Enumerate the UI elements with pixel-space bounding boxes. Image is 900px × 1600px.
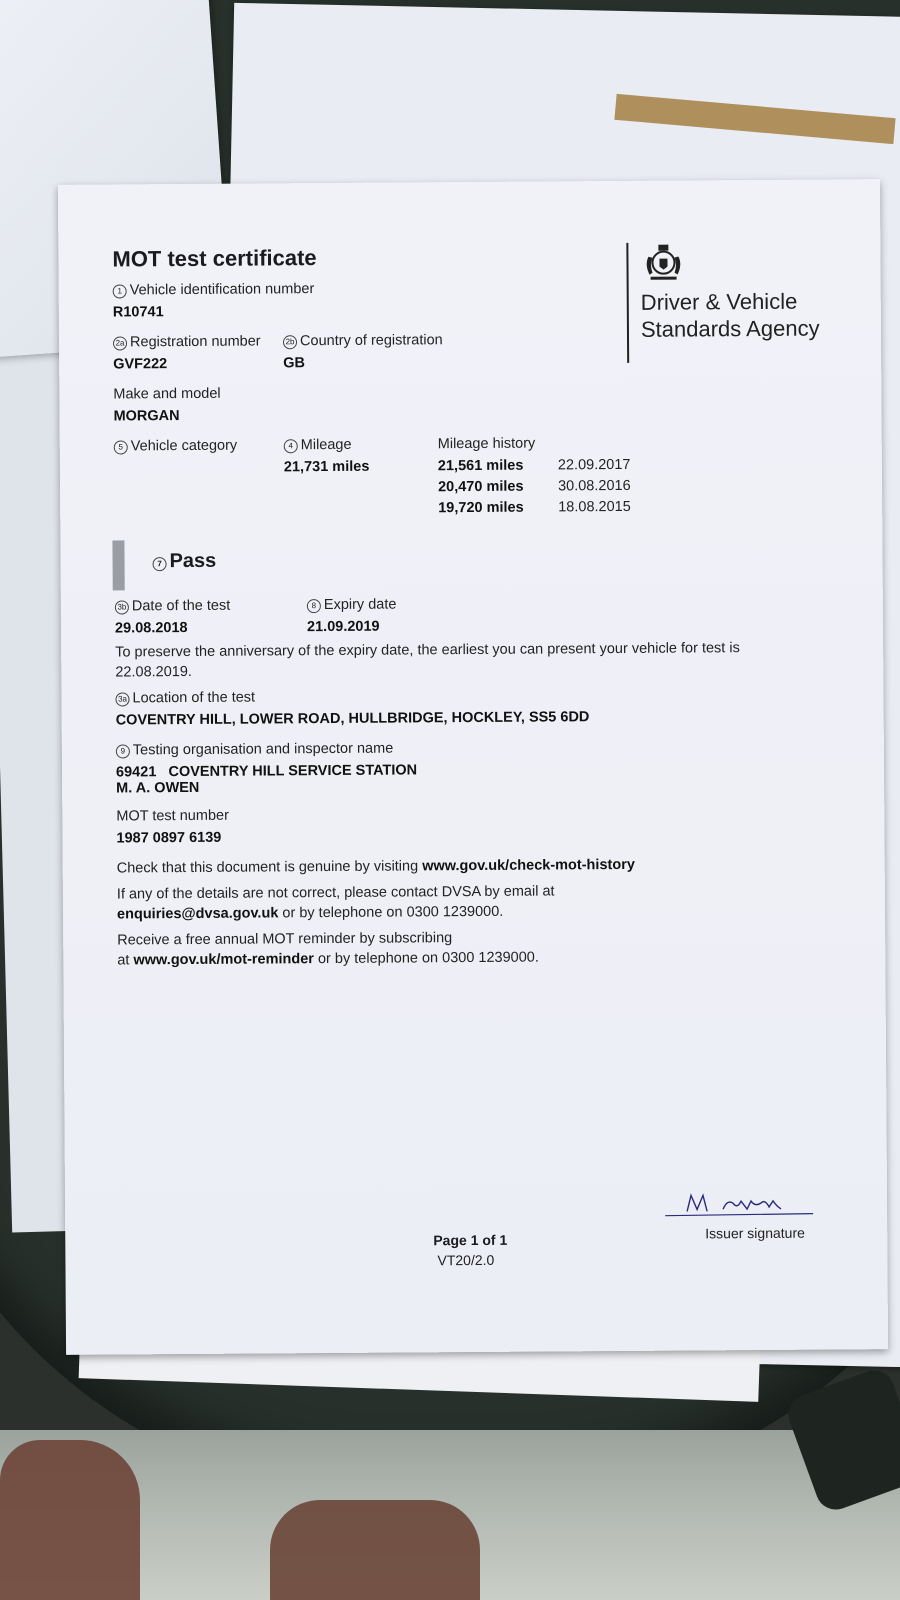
mileage-history-date: 30.08.2016 bbox=[557, 477, 631, 495]
field-number-badge: 1 bbox=[113, 284, 127, 298]
make-model-value: MORGAN bbox=[113, 408, 180, 425]
anniversary-note: To preserve the anniversary of the expiry date, the earliest you can present your vehicle for test is 22.08.2019. bbox=[115, 640, 740, 681]
field-number-badge: 3b bbox=[115, 600, 129, 614]
royal-crest-icon bbox=[640, 240, 686, 282]
leg-left bbox=[0, 1440, 140, 1600]
field-number-badge: 2b bbox=[283, 335, 297, 349]
test-date-value: 29.08.2018 bbox=[114, 619, 188, 637]
check-genuine-notice: Check that this document is genuine by visiting www.gov.uk/check-mot-history bbox=[116, 856, 635, 877]
expiry-date-label: 8 Expiry date bbox=[307, 597, 397, 614]
field-number-badge: 8 bbox=[307, 599, 321, 613]
field-number-badge: 2a bbox=[113, 336, 127, 350]
vehicle-category-label: 5 Vehicle category bbox=[114, 438, 238, 455]
test-number-label: MOT test number bbox=[116, 807, 229, 825]
test-location-value: COVENTRY HILL, LOWER ROAD, HULLBRIDGE, HOCKLEY, SS5 6DD bbox=[115, 709, 590, 729]
test-number-value: 1987 0897 6139 bbox=[116, 829, 222, 847]
leg-right bbox=[270, 1500, 480, 1600]
expiry-date-value: 21.09.2019 bbox=[306, 618, 380, 636]
field-number-badge: 5 bbox=[114, 440, 128, 454]
agency-name: Driver & Vehicle Standards Agency bbox=[640, 288, 820, 342]
test-result: 7 Pass bbox=[152, 550, 216, 573]
logo-divider bbox=[626, 243, 629, 363]
testing-org-value: 69421 COVENTRY HILL SERVICE STATION bbox=[115, 762, 418, 781]
field-number-badge: 9 bbox=[116, 744, 130, 758]
vin-value: R10741 bbox=[112, 304, 164, 321]
make-model-label: Make and model bbox=[113, 385, 221, 403]
page-title: MOT test certificate bbox=[112, 245, 317, 272]
field-number-badge: 4 bbox=[284, 439, 298, 453]
inspector-name: M. A. OWEN bbox=[116, 779, 200, 797]
registration-value: GVF222 bbox=[113, 356, 168, 373]
reminder-link: www.gov.uk/mot-reminder bbox=[133, 951, 314, 969]
contact-notice: If any of the details are not correct, please contact DVSA by email at enquiries@dvsa.gov.uk or by telephone on 0300 1239000. bbox=[116, 883, 555, 923]
mileage-label: 4 Mileage bbox=[284, 437, 352, 453]
mileage-history-date: 22.09.2017 bbox=[557, 456, 631, 474]
mileage-value: 21,731 miles bbox=[283, 458, 370, 476]
mileage-history-miles: 20,470 miles bbox=[437, 478, 524, 496]
mileage-history-miles: 19,720 miles bbox=[438, 499, 524, 517]
vin-label: 1 Vehicle identification number bbox=[113, 281, 315, 298]
signature-caption: Issuer signature bbox=[705, 1224, 805, 1242]
test-date-label: 3b Date of the test bbox=[115, 598, 230, 615]
mileage-history-date: 18.08.2015 bbox=[558, 498, 631, 516]
check-mot-link: www.gov.uk/check-mot-history bbox=[422, 856, 635, 875]
field-number-badge: 3a bbox=[115, 692, 129, 706]
country-value: GB bbox=[283, 355, 305, 372]
form-code: VT20/2.0 bbox=[437, 1251, 495, 1269]
reminder-notice: Receive a free annual MOT reminder by subscribing at www.gov.uk/mot-reminder or by telephone on 0300 1239000. bbox=[117, 930, 539, 969]
mileage-history-label: Mileage history bbox=[437, 435, 536, 453]
registration-label: 2a Registration number bbox=[113, 333, 261, 350]
mot-certificate-sheet bbox=[58, 179, 888, 1355]
pass-status-bar bbox=[112, 540, 124, 590]
contact-email: enquiries@dvsa.gov.uk bbox=[116, 905, 279, 923]
test-location-label: 3a Location of the test bbox=[115, 690, 255, 707]
mileage-history-miles: 21,561 miles bbox=[437, 457, 524, 475]
country-label: 2b Country of registration bbox=[283, 332, 443, 349]
testing-org-label: 9 Testing organisation and inspector name bbox=[116, 741, 393, 759]
issuer-signature bbox=[665, 1185, 815, 1222]
field-number-badge: 7 bbox=[153, 557, 167, 571]
page-number: Page 1 of 1 bbox=[433, 1231, 508, 1249]
